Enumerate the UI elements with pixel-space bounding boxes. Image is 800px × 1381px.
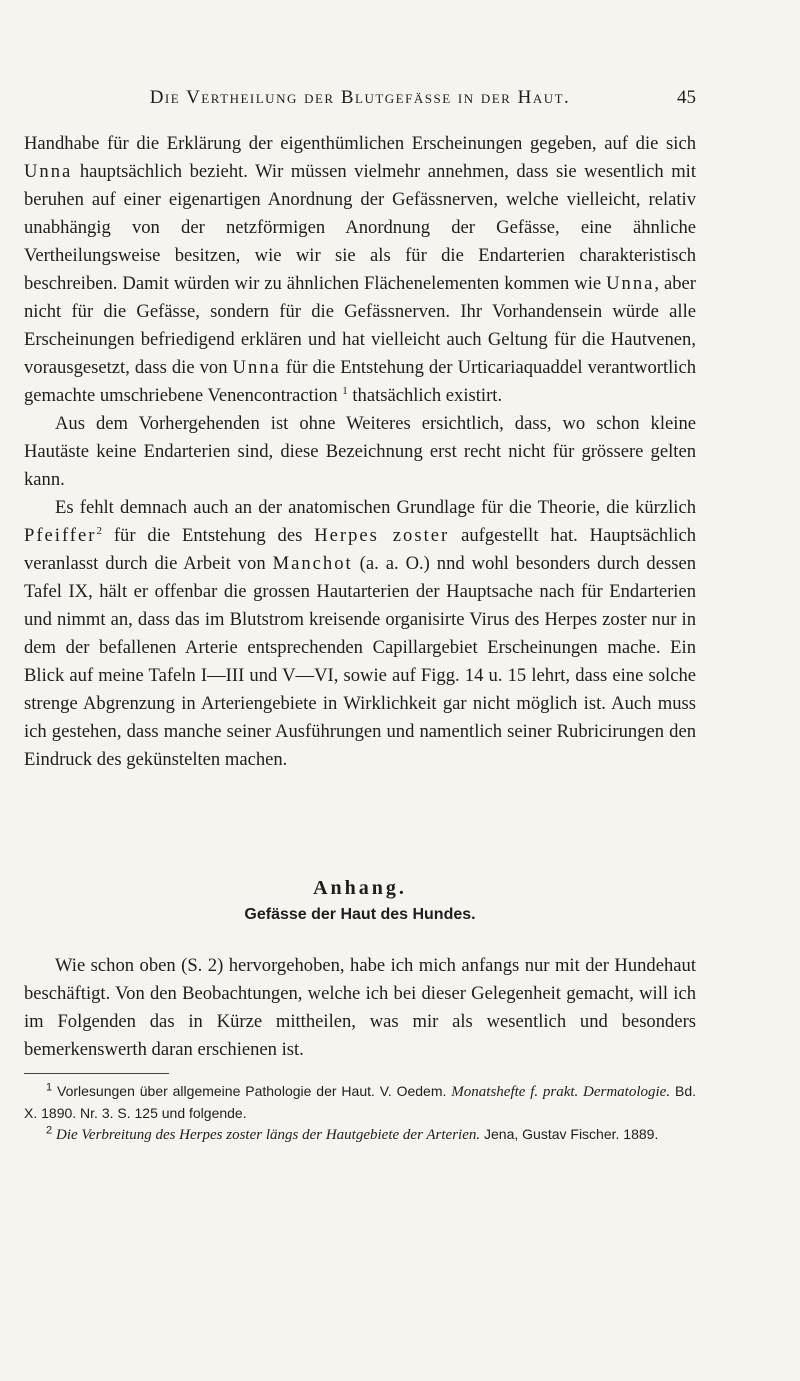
- footnote-text: Jena, Gustav Fischer. 1889.: [480, 1126, 659, 1142]
- text-run: hauptsächlich bezieht. Wir müssen vielmehr annehmen, dass sie wesentlich mit beruhen auf einer eigenartigen Anordnung der Gefässnerven, welche vielleicht, relativ unabhängig von der netzförmigen Anordnung der Gefässe, eine ähnliche Vertheilungsweise besitzen, wie wir sie als für die Endarterien charakteristisch beschreiben. Damit würden wir zu ähnlichen Flächenelementen kommen wie: [24, 161, 696, 294]
- appendix-text: [24, 952, 696, 1064]
- appendix-paragraph: Wie schon oben (S. 2) hervorgehoben, habe ich mich anfangs nur mit der Hundehaut beschäftigt. Von den Beobachtungen, welche ich bei dieser Gelegenheit gemacht, will ich im Folgenden das in Kürze mittheilen, was mir als wesentlich und besonders bemerkenswerth daran erschienen ist.: [24, 955, 696, 1060]
- text-run: aufgestellt hat. Hauptsächlich veranlasst durch die Arbeit von: [24, 525, 697, 574]
- footnote-mark: 2: [46, 1124, 53, 1137]
- author-name-manchot: Manchot: [272, 553, 353, 574]
- footnote-text: Bd. X. 1890. Nr. 3. S. 125 und folgende.: [24, 1083, 696, 1121]
- footnote-text: Vorlesungen über allgemeine Pathologie der Haut. V. Oedem.: [52, 1083, 452, 1099]
- paragraph-1: [24, 130, 696, 410]
- text-run: Handhabe für die Erklärung der eigenthümlichen Erscheinungen gegeben, auf die sich: [24, 133, 696, 154]
- page-header: [24, 87, 696, 117]
- paragraph-2: Aus dem Vorhergehenden ist ohne Weiteres ersichtlich, dass, wo schon kleine Hautäste keine Endarterien sind, diese Bezeichnung erst recht nicht für grössere gelten kann.: [24, 413, 696, 490]
- term-herpes-zoster: Herpes zoster: [314, 525, 450, 546]
- text-run: Es fehlt demnach auch an der anatomischen Grundlage für die Theorie, die kürzlich: [55, 497, 696, 518]
- page-number: 45: [677, 87, 696, 108]
- text-run: (a. a. O.) nnd wohl besonders durch dessen Tafel IX, hält er offenbar die grossen Hautarterien der Hauptsache nach für Endarterien und nimmt an, dass das im Blutstrom kreisende organisirte Virus des Herpes zoster nur in dem der befallenen Arterie entsprechenden Capillargebiet Erscheinungen mache. Ein Blick auf meine Tafeln I—III und V—VI, sowie auf Figg. 14 u. 15 lehrt, dass eine solche strenge Abgrenzung in Arteriengebiete in Wirklichkeit gar nicht möglich ist. Auch muss ich gestehen, dass manche seiner Ausführungen und namentlich seiner Rubricirungen den Eindruck des gekünstelten machen.: [24, 553, 696, 770]
- text-run: , aber nicht für die Gefässe, sondern für die Gefässnerven. Ihr Vorhandensein würde alle Erscheinungen befriedigend erklären und hat vielleicht auch Geltung für die Hautvenen, vorausgesetzt, dass die von: [24, 273, 696, 378]
- footnote-ref-1[interactable]: 1: [342, 384, 348, 397]
- appendix-subheading: Gefässe der Haut des Hundes.: [244, 906, 476, 923]
- text-run: thatsächlich existirt.: [347, 385, 503, 406]
- footnote-ref-2[interactable]: 2: [96, 524, 102, 537]
- running-title: Die Vertheilung der Blutgefässe in der Haut.: [149, 87, 571, 108]
- text-run: für die Entstehung der Urticariaquaddel verantwortlich gemachte umschriebene Venencontraction: [24, 357, 696, 406]
- footnote-1: [24, 1081, 696, 1124]
- text-run: für die Entstehung des: [101, 525, 315, 546]
- footnote-italic: Die Verbreitung des Herpes zoster längs der Hautgebiete der Arterien.: [56, 1127, 481, 1143]
- appendix-heading-block: [24, 877, 696, 924]
- author-name-pfeiffer: Pfeiffer: [24, 525, 97, 546]
- footnote-divider: [24, 1073, 169, 1074]
- author-name-unna: Unna: [232, 357, 281, 378]
- paragraph-3: [24, 494, 696, 774]
- footnote-italic: Monatshefte f. prakt. Dermatologie.: [451, 1084, 671, 1100]
- footnotes: [24, 1081, 696, 1146]
- body-text: [24, 130, 696, 774]
- author-name-unna: Unna: [606, 273, 655, 294]
- footnote-mark: 1: [46, 1081, 53, 1094]
- author-name-unna: Unna: [24, 161, 73, 182]
- appendix-heading: Anhang.: [313, 877, 407, 899]
- footnote-2: [24, 1124, 696, 1146]
